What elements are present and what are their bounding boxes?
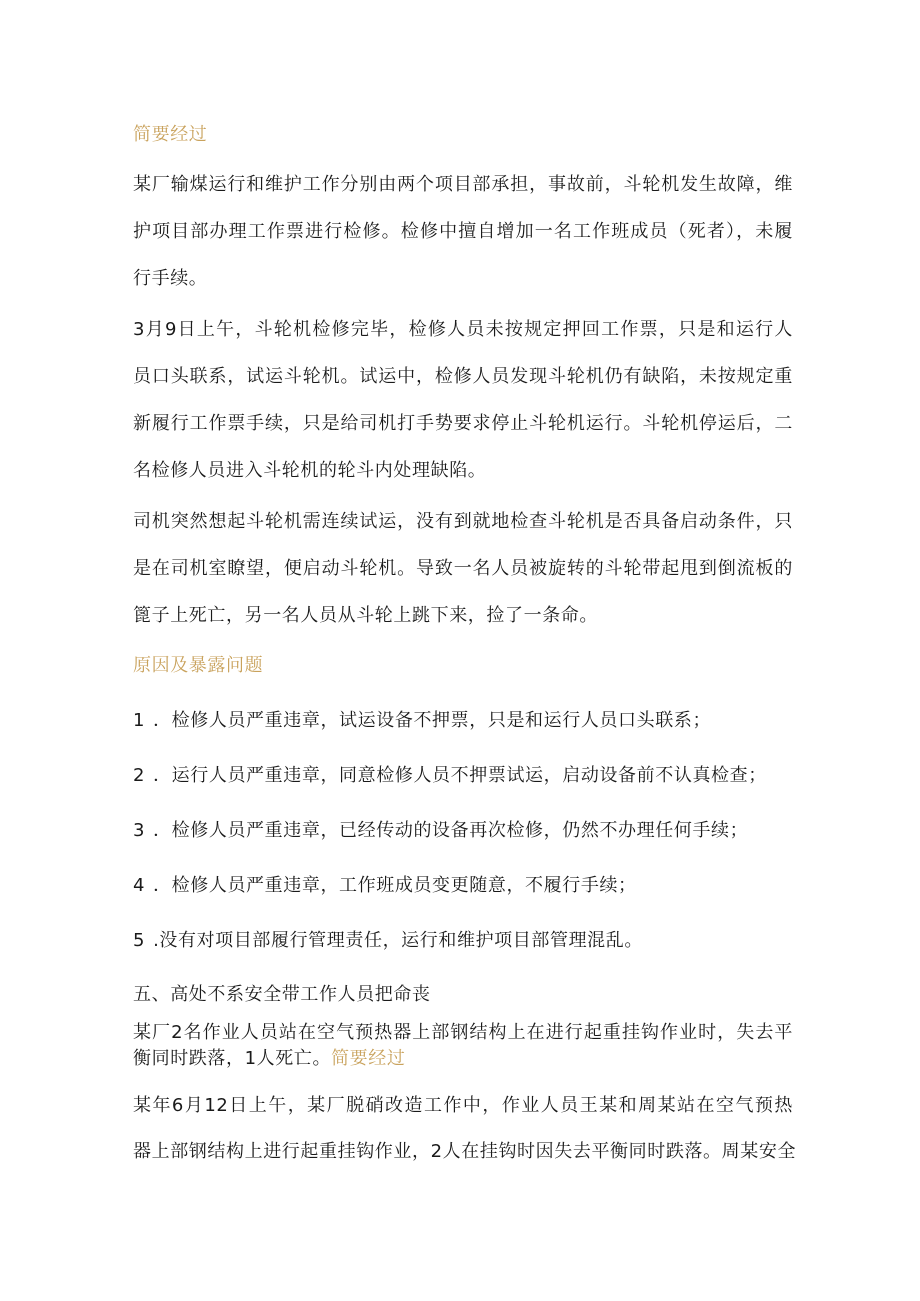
list-item-text: ．检修人员严重违章，工作班成员变更随意，不履行手续；: [153, 875, 637, 896]
paragraph-line: 3月9日上午，斗轮机检修完毕，检修人员未按规定押回工作票，只是和运行人: [133, 319, 793, 340]
paragraph-line: 是在司机室瞭望，便启动斗轮机。导致一名人员被旋转的斗轮带起甩到倒流板的: [133, 558, 793, 579]
list-item: [133, 709, 793, 733]
list-item: [133, 764, 793, 788]
paragraph-line: 某厂输煤运行和维护工作分别由两个项目部承担，事故前，斗轮机发生故障，维: [133, 174, 793, 195]
paragraph-line: 司机突然想起斗轮机需连续试运，没有到就地检查斗轮机是否具备启动条件，只: [133, 511, 793, 532]
paragraph-line: 某厂2名作业人员站在空气预热器上部钢结构上在进行起重挂钩作业时，失去平: [133, 1022, 793, 1043]
paragraph-line: 行手续。: [133, 268, 208, 289]
list-item-text: ．检修人员严重违章，已经传动的设备再次检修，仍然不办理任何手续；: [153, 820, 749, 841]
paragraph-line: 某年6月12日上午，某厂脱硝改造工作中，作业人员王某和周某站在空气预热: [133, 1095, 793, 1116]
paragraph-line: 篦子上死亡，另一名人员从斗轮上跳下来，捡了一条命。: [133, 605, 598, 626]
list-item: [133, 819, 793, 843]
section-title: 五、高处不系安全带工作人员把命丧: [133, 984, 431, 1005]
list-item: [133, 874, 793, 898]
paragraph-line: [133, 1047, 793, 1071]
intro-text: 衡同时跌落，1人死亡。: [133, 1048, 332, 1069]
inline-heading-brief: 简要经过: [331, 1048, 406, 1069]
paragraph-line: 器上部钢结构上进行起重挂钩作业，2人在挂钩时因失去平衡同时跌落。周某安全: [133, 1141, 797, 1162]
paragraph-line: 员口头联系，试运斗轮机。试运中，检修人员发现斗轮机仍有缺陷，未按规定重: [133, 366, 793, 387]
paragraph-line: 护项目部办理工作票进行检修。检修中擅自增加一名工作班成员（死者），未履: [133, 221, 793, 242]
paragraph-line: 名检修人员进入斗轮机的轮斗内处理缺陷。: [133, 460, 487, 481]
list-item-number: 4: [133, 875, 146, 896]
list-item-number: 5: [133, 930, 146, 951]
list-item: [133, 929, 793, 953]
section-heading-brief: 简要经过: [133, 124, 208, 145]
list-item-text: ．运行人员严重违章，同意检修人员不押票试运，启动设备前不认真检查；: [153, 765, 767, 786]
list-item-number: 1: [133, 710, 146, 731]
section-heading-causes: 原因及暴露问题: [133, 655, 264, 676]
list-item-number: 3: [133, 820, 146, 841]
paragraph-line: 新履行工作票手续，只是给司机打手势要求停止斗轮机运行。斗轮机停运后，二: [133, 413, 793, 434]
list-item-text: .没有对项目部履行管理责任，运行和维护项目部管理混乱。: [153, 930, 643, 951]
list-item-text: ．检修人员严重违章，试运设备不押票，只是和运行人员口头联系；: [153, 710, 712, 731]
list-item-number: 2: [133, 765, 146, 786]
